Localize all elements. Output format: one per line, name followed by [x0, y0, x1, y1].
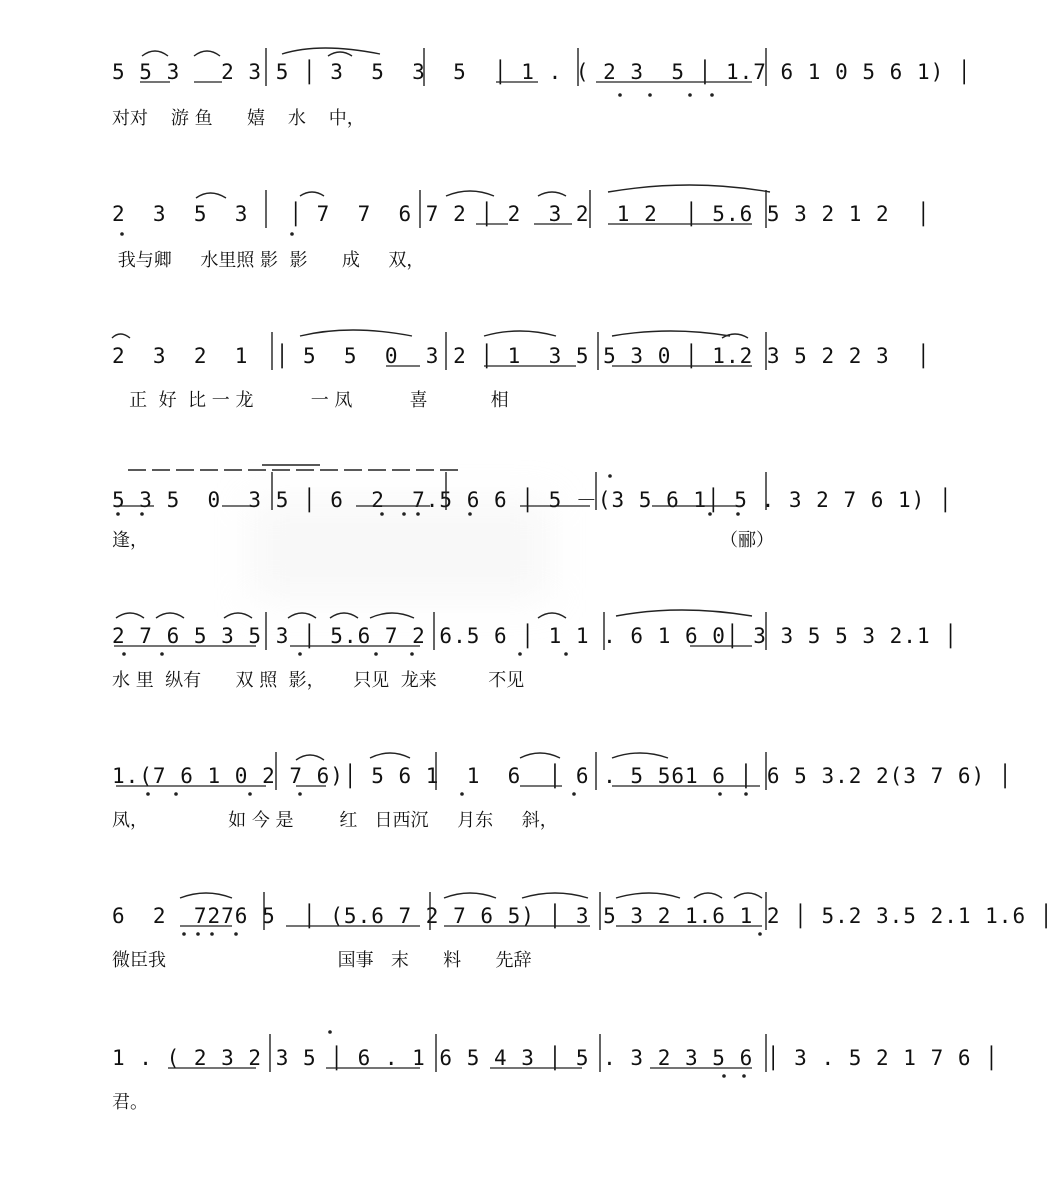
lyric-line-6: 凤， 如 今 是 红 日西沉 月东 斜，: [112, 810, 558, 831]
singer-annotation: （郦）: [720, 530, 774, 551]
lyric-line-4: 逢，: [112, 530, 148, 551]
lyric-line-2: 我与卿 水里照 影 影 成 双，: [112, 250, 425, 271]
notation-line-1: 5 5 3 2 3 5 │ 3 5 3 5 │ 1 . ( 2 3 5 │ 1.7 6 1 0 5 6 1) │: [112, 60, 972, 84]
notation-line-3: 2 3 2 1 │ 5 5 0 3 2 │ 1 3 5 5 3 0 │ 1.2 3 5 2 2 3 │: [112, 344, 931, 368]
lyric-line-5: 水 里 纵有 双 照 影， 只见 龙来 不见: [112, 670, 525, 691]
notation-line-4: 5 3 5 0 3 5 │ 6 2 7.5 6 6 │ 5 －(3 5 6 1│ 5 . 3 2 7 6 1) │: [112, 488, 953, 512]
lyric-line-7: 微臣我 国事 末 料 先辞: [112, 950, 532, 971]
notation-line-8: 1 . ( 2 3 2 3 5 │ 6 . 1 6 5 4 3 │ 5 . 3 2 3 5 6 │ 3 . 5 2 1 7 6 │: [112, 1046, 999, 1070]
lyric-line-1: 对对 游 鱼 嬉 水 中，: [112, 108, 365, 129]
lyric-line-3: 正 好 比 一 龙 一 凤 喜 相: [112, 390, 509, 411]
notation-line-7: 6 2 7276 5 │ (5.6 7 2 7 6 5) │ 3 5 3 2 1.6 1 2 │ 5.2 3.5 2.1 1.6 │: [112, 904, 1053, 928]
notation-line-5: 2 7 6 5 3 5 3 │ 5.6 7 2 6.5 6 │ 1 1 . 6 1 6 0│ 3 3 5 5 3 2.1 │: [112, 624, 958, 648]
lyric-line-8: 君。: [112, 1092, 148, 1113]
notation-line-6: 1.(7 6 1 0 2 7 6)│ 5 6 1 1 6 │ 6 . 5 561 6 │ 6 5 3.2 2(3 7 6) │: [112, 764, 1013, 788]
notation-line-2: 2 3 5 3 │ 7 7 6 7 2 │ 2 3 2 1 2 │ 5.6 5 3 2 1 2 │: [112, 202, 931, 226]
